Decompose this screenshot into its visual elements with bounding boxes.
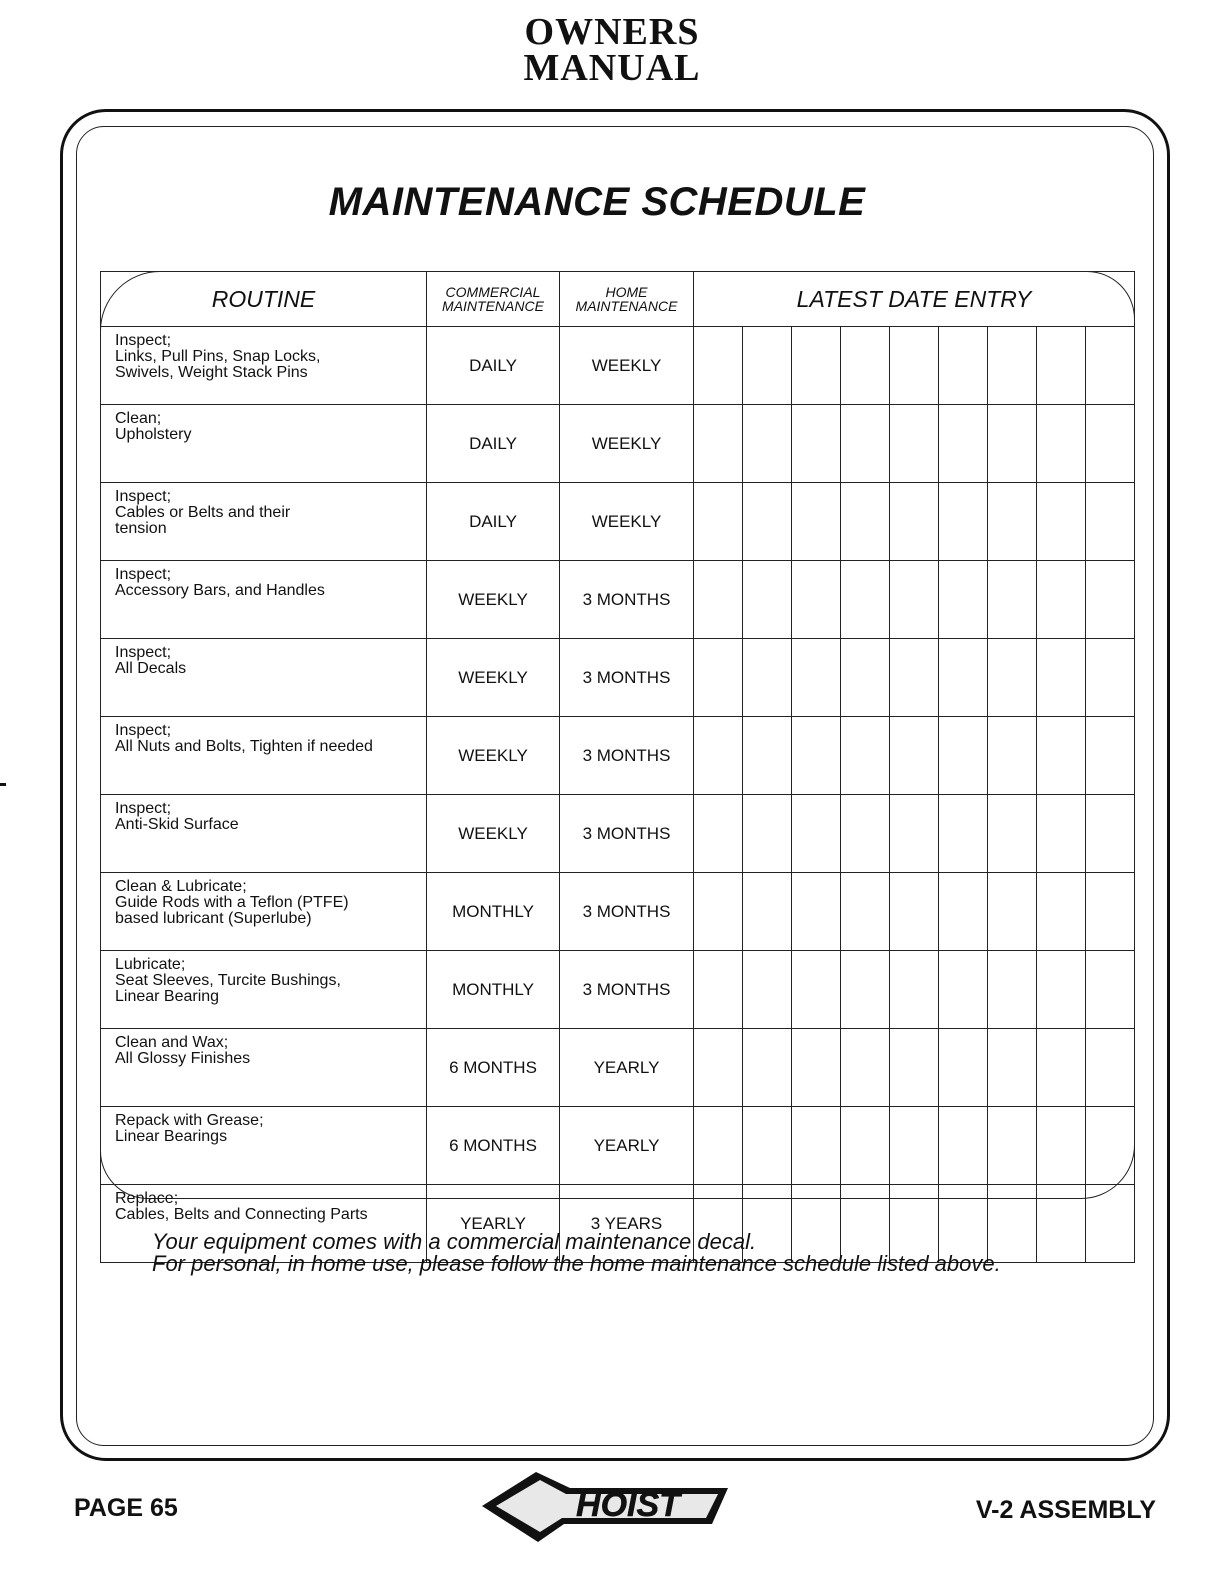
margin-mark — [0, 783, 6, 786]
commercial-frequency-cell: DAILY — [427, 483, 560, 561]
date-entry-cell[interactable] — [1037, 405, 1086, 483]
date-entry-cell[interactable] — [1037, 1107, 1086, 1185]
routine-cell — [101, 639, 427, 717]
date-entry-cell[interactable] — [1086, 639, 1135, 717]
date-entry-cell[interactable] — [841, 795, 890, 873]
date-entry-cell[interactable] — [939, 639, 988, 717]
date-entry-cell[interactable] — [841, 717, 890, 795]
maintenance-note — [152, 1231, 1001, 1275]
date-entry-cell[interactable] — [939, 1029, 988, 1107]
assembly-label: V-2 ASSEMBLY — [975, 1496, 1156, 1524]
table-header-row — [101, 272, 1135, 327]
date-entry-cell[interactable] — [1086, 873, 1135, 951]
routine-line: Upholstery — [115, 426, 192, 443]
date-entry-cell[interactable] — [792, 639, 841, 717]
date-entry-cell[interactable] — [890, 405, 939, 483]
date-entry-cell[interactable] — [890, 951, 939, 1029]
table-row — [101, 639, 1135, 717]
date-entry-cell[interactable] — [939, 561, 988, 639]
date-entry-cell[interactable] — [694, 561, 743, 639]
routine-line: tension — [115, 520, 167, 537]
table-body — [101, 327, 1135, 1263]
date-entry-cell[interactable] — [792, 483, 841, 561]
home-frequency-cell: 3 YEARS — [560, 1185, 694, 1263]
date-entry-cell[interactable] — [694, 717, 743, 795]
routine-line: All Nuts and Bolts, Tighten if needed — [115, 738, 373, 755]
home-frequency-cell: WEEKLY — [560, 405, 694, 483]
table-row — [101, 795, 1135, 873]
date-entry-cell[interactable] — [939, 873, 988, 951]
date-entry-cell[interactable] — [1037, 561, 1086, 639]
date-entry-cell[interactable] — [988, 795, 1037, 873]
date-entry-cell[interactable] — [939, 951, 988, 1029]
date-entry-cell[interactable] — [939, 405, 988, 483]
routine-line: Lubricate; — [115, 956, 186, 973]
routine-line: Guide Rods with a Teflon (PTFE) — [115, 894, 349, 911]
routine-line: Replace; — [115, 1190, 179, 1207]
date-entry-cell[interactable] — [988, 561, 1037, 639]
page-number: PAGE 65 — [74, 1494, 178, 1522]
date-entry-cell[interactable] — [1086, 327, 1135, 405]
date-entry-cell[interactable] — [988, 639, 1037, 717]
logo-text: HOIST — [576, 1486, 680, 1524]
date-entry-cell[interactable] — [841, 327, 890, 405]
commercial-frequency-cell: WEEKLY — [427, 561, 560, 639]
commercial-frequency-cell: DAILY — [427, 327, 560, 405]
date-entry-cell[interactable] — [694, 1107, 743, 1185]
hoist-logo — [478, 1466, 754, 1546]
table-row — [101, 327, 1135, 405]
home-frequency-cell: WEEKLY — [560, 327, 694, 405]
routine-line: Swivels, Weight Stack Pins — [115, 364, 308, 381]
date-entry-cell[interactable] — [792, 561, 841, 639]
date-entry-cell[interactable] — [1086, 561, 1135, 639]
home-frequency-cell: WEEKLY — [560, 483, 694, 561]
date-entry-cell[interactable] — [1086, 951, 1135, 1029]
commercial-frequency-cell: DAILY — [427, 405, 560, 483]
header-home-maintenance — [560, 272, 694, 327]
date-entry-cell[interactable] — [988, 1029, 1037, 1107]
note-line-2: For personal, in home use, please follow the home maintenance schedule listed above. — [152, 1251, 1001, 1276]
date-entry-cell[interactable] — [890, 327, 939, 405]
commercial-frequency-cell: MONTHLY — [427, 873, 560, 951]
header-commercial-line-2: MAINTENANCE — [442, 298, 544, 314]
table-row — [101, 717, 1135, 795]
table-row — [101, 1107, 1135, 1185]
date-entry-cell[interactable] — [1086, 795, 1135, 873]
date-entry-cell[interactable] — [1037, 327, 1086, 405]
maintenance-table — [100, 271, 1135, 1263]
date-entry-cell[interactable] — [743, 873, 792, 951]
header-routine: ROUTINE — [101, 272, 427, 327]
date-entry-cell[interactable] — [841, 639, 890, 717]
routine-line: based lubricant (Superlube) — [115, 910, 312, 927]
date-entry-cell[interactable] — [988, 327, 1037, 405]
routine-line: Linear Bearings — [115, 1128, 228, 1145]
date-entry-cell[interactable] — [841, 1107, 890, 1185]
table-row — [101, 1029, 1135, 1107]
commercial-frequency-cell: MONTHLY — [427, 951, 560, 1029]
routine-cell — [101, 1029, 427, 1107]
date-entry-cell[interactable] — [792, 873, 841, 951]
date-entry-cell[interactable] — [743, 405, 792, 483]
date-entry-cell[interactable] — [1086, 1029, 1135, 1107]
routine-cell — [101, 951, 427, 1029]
date-entry-cell[interactable] — [939, 327, 988, 405]
commercial-frequency-cell: 6 MONTHS — [427, 1029, 560, 1107]
date-entry-cell[interactable] — [792, 1029, 841, 1107]
header-commercial-maintenance — [427, 272, 560, 327]
date-entry-cell[interactable] — [743, 1107, 792, 1185]
header-home-line-2: MAINTENANCE — [575, 298, 678, 314]
date-entry-cell[interactable] — [1086, 405, 1135, 483]
header-latest-date-entry: LATEST DATE ENTRY — [694, 272, 1135, 327]
routine-line: Clean & Lubricate; — [115, 878, 247, 895]
date-entry-cell[interactable] — [939, 795, 988, 873]
routine-line: Cables, Belts and Connecting Parts — [115, 1206, 368, 1223]
date-entry-cell[interactable] — [1086, 717, 1135, 795]
header-line-1: OWNERS — [524, 11, 700, 53]
date-entry-cell[interactable] — [1037, 483, 1086, 561]
date-entry-cell[interactable] — [988, 1107, 1037, 1185]
date-entry-cell[interactable] — [743, 483, 792, 561]
date-entry-cell[interactable] — [1037, 873, 1086, 951]
routine-line: Inspect; — [115, 566, 172, 583]
routine-cell — [101, 873, 427, 951]
note-line-1: Your equipment comes with a commercial maintenance decal. — [152, 1229, 757, 1254]
commercial-frequency-cell: WEEKLY — [427, 717, 560, 795]
home-frequency-cell: 3 MONTHS — [560, 873, 694, 951]
routine-line: Clean and Wax; — [115, 1034, 229, 1051]
date-entry-cell[interactable] — [694, 873, 743, 951]
date-entry-cell[interactable] — [841, 1029, 890, 1107]
home-frequency-cell: 3 MONTHS — [560, 717, 694, 795]
date-entry-cell[interactable] — [743, 561, 792, 639]
date-entry-cell[interactable] — [1037, 795, 1086, 873]
date-entry-cell[interactable] — [1037, 1029, 1086, 1107]
home-frequency-cell: 3 MONTHS — [560, 639, 694, 717]
routine-line: Inspect; — [115, 332, 172, 349]
routine-cell — [101, 795, 427, 873]
date-entry-cell[interactable] — [890, 873, 939, 951]
date-entry-cell[interactable] — [988, 951, 1037, 1029]
page-title: MAINTENANCE SCHEDULE — [328, 180, 866, 224]
routine-line: Inspect; — [115, 800, 172, 817]
date-entry-cell[interactable] — [841, 951, 890, 1029]
routine-line: Inspect; — [115, 722, 172, 739]
home-frequency-cell: 3 MONTHS — [560, 561, 694, 639]
date-entry-cell[interactable] — [743, 795, 792, 873]
date-entry-cell[interactable] — [939, 483, 988, 561]
date-entry-cell[interactable] — [1037, 951, 1086, 1029]
date-entry-cell[interactable] — [890, 717, 939, 795]
routine-line: Repack with Grease; — [115, 1112, 264, 1129]
routine-line: Seat Sleeves, Turcite Bushings, — [115, 972, 341, 989]
home-frequency-cell: 3 MONTHS — [560, 795, 694, 873]
date-entry-cell[interactable] — [841, 561, 890, 639]
routine-line: Anti-Skid Surface — [115, 816, 239, 833]
date-entry-cell[interactable] — [694, 327, 743, 405]
commercial-frequency-cell: 6 MONTHS — [427, 1107, 560, 1185]
date-entry-cell[interactable] — [988, 873, 1037, 951]
date-entry-cell[interactable] — [890, 795, 939, 873]
date-entry-cell[interactable] — [743, 951, 792, 1029]
routine-line: Accessory Bars, and Handles — [115, 582, 325, 599]
date-entry-cell[interactable] — [694, 405, 743, 483]
date-entry-cell[interactable] — [792, 327, 841, 405]
commercial-frequency-cell: WEEKLY — [427, 639, 560, 717]
table-row — [101, 483, 1135, 561]
routine-cell — [101, 1107, 427, 1185]
date-entry-cell[interactable] — [1086, 1185, 1135, 1263]
date-entry-cell[interactable] — [841, 873, 890, 951]
date-entry-cell[interactable] — [694, 483, 743, 561]
date-entry-cell[interactable] — [694, 795, 743, 873]
date-entry-cell[interactable] — [792, 951, 841, 1029]
date-entry-cell[interactable] — [890, 1029, 939, 1107]
routine-cell — [101, 405, 427, 483]
home-frequency-cell: YEARLY — [560, 1107, 694, 1185]
date-entry-cell[interactable] — [792, 795, 841, 873]
date-entry-cell[interactable] — [1086, 1107, 1135, 1185]
date-entry-cell[interactable] — [792, 1107, 841, 1185]
header-commercial-line-1: COMMERCIAL — [445, 284, 541, 300]
date-entry-cell[interactable] — [1086, 483, 1135, 561]
routine-cell — [101, 561, 427, 639]
routine-line: All Decals — [115, 660, 187, 677]
routine-cell — [101, 327, 427, 405]
date-entry-cell[interactable] — [694, 951, 743, 1029]
routine-cell — [101, 483, 427, 561]
commercial-frequency-cell: WEEKLY — [427, 795, 560, 873]
date-entry-cell[interactable] — [792, 405, 841, 483]
date-entry-cell[interactable] — [841, 405, 890, 483]
home-frequency-cell: YEARLY — [560, 1029, 694, 1107]
table-row — [101, 561, 1135, 639]
date-entry-cell[interactable] — [890, 1107, 939, 1185]
date-entry-cell[interactable] — [890, 483, 939, 561]
date-entry-cell[interactable] — [743, 639, 792, 717]
routine-line: Inspect; — [115, 644, 172, 661]
date-entry-cell[interactable] — [694, 1029, 743, 1107]
routine-line: Clean; — [115, 410, 162, 427]
maintenance-table-container — [100, 271, 1135, 1233]
date-entry-cell[interactable] — [988, 483, 1037, 561]
table-row — [101, 405, 1135, 483]
routine-line: Inspect; — [115, 488, 172, 505]
date-entry-cell[interactable] — [1037, 1185, 1086, 1263]
date-entry-cell[interactable] — [743, 717, 792, 795]
date-entry-cell[interactable] — [1037, 639, 1086, 717]
table-row — [101, 873, 1135, 951]
routine-line: Links, Pull Pins, Snap Locks, — [115, 348, 321, 365]
header-line-2: MANUAL — [523, 47, 701, 89]
date-entry-cell[interactable] — [939, 1107, 988, 1185]
home-frequency-cell: 3 MONTHS — [560, 951, 694, 1029]
date-entry-cell[interactable] — [988, 405, 1037, 483]
date-entry-cell[interactable] — [792, 717, 841, 795]
commercial-frequency-cell: YEARLY — [427, 1185, 560, 1263]
routine-line: All Glossy Finishes — [115, 1050, 251, 1067]
routine-line: Cables or Belts and their — [115, 504, 291, 521]
date-entry-cell[interactable] — [743, 327, 792, 405]
routine-cell — [101, 717, 427, 795]
date-entry-cell[interactable] — [939, 717, 988, 795]
date-entry-cell[interactable] — [988, 717, 1037, 795]
date-entry-cell[interactable] — [890, 561, 939, 639]
date-entry-cell[interactable] — [1037, 717, 1086, 795]
table-row — [101, 951, 1135, 1029]
routine-line: Linear Bearing — [115, 988, 220, 1005]
date-entry-cell[interactable] — [743, 1029, 792, 1107]
date-entry-cell[interactable] — [841, 483, 890, 561]
owners-manual-header — [0, 11, 1224, 89]
date-entry-cell[interactable] — [890, 639, 939, 717]
header-home-line-1: HOME — [605, 284, 648, 300]
date-entry-cell[interactable] — [694, 639, 743, 717]
